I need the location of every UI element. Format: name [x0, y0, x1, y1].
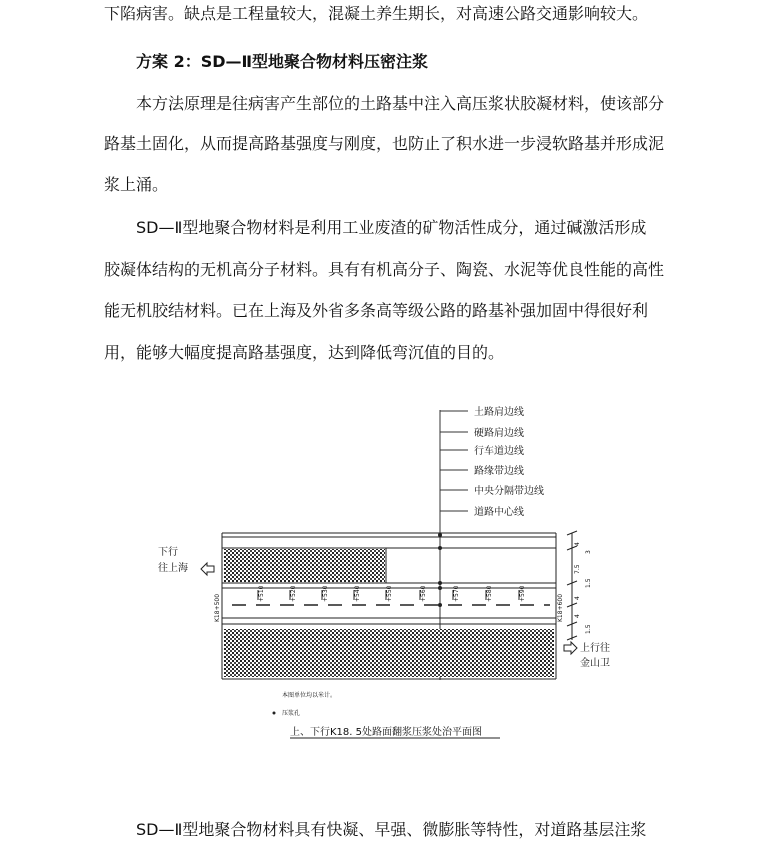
treatment-area — [224, 629, 554, 677]
dimension-label: 4 — [574, 614, 581, 618]
legend-label: 中央分隔带边线 — [474, 486, 544, 497]
road-plan-figure — [0, 395, 758, 755]
legend-label: 道路中心线 — [474, 507, 524, 518]
legend-label: 路缘带边线 — [474, 466, 524, 477]
dimension-label: 4 — [574, 542, 581, 546]
station-label: +590 — [519, 585, 526, 602]
figure-note: 本图单位均以米计。 — [282, 692, 337, 699]
dimension-label: 3 — [585, 550, 592, 554]
text-line: 胶凝体结构的无机高分子材料。具有有机高分子、陶瓷、水泥等优良性能的高性 — [104, 260, 665, 279]
text-line: 用，能够大幅度提高路基强度，达到降低弯沉值的目的。 — [104, 343, 505, 362]
text-line: SD—Ⅱ型地聚合物材料是利用工业废渣的矿物活性成分，通过碱激活形成 — [136, 218, 647, 237]
station-label: +550 — [386, 585, 393, 602]
direction-label-left: 下行 — [158, 547, 178, 558]
text-line: 路基土固化，从而提高路基强度与刚度，也防止了积水进一步浸软路基并形成泥 — [104, 134, 665, 153]
legend-label: 硬路肩边线 — [474, 428, 524, 439]
legend-label: 行车道边线 — [474, 446, 524, 457]
dimension-label: 1.5 — [585, 624, 592, 634]
figure-note: 压浆孔 — [282, 710, 301, 717]
direction-label-right: 上行往 — [580, 643, 610, 654]
dimension-label: 4 — [574, 596, 581, 600]
dimension-label: 1.5 — [585, 578, 592, 588]
station-label: +530 — [322, 585, 329, 602]
section-heading: 方案 2：SD—Ⅱ型地聚合物材料压密注浆 — [136, 52, 429, 71]
station-label: +540 — [354, 585, 361, 602]
legend-label: 土路肩边线 — [474, 407, 524, 418]
station-label: +580 — [486, 585, 493, 602]
direction-label-right: 金山卫 — [580, 658, 610, 669]
text-line: 下陷病害。缺点是工程量较大，混凝土养生期长，对高速公路交通影响较大。 — [104, 4, 649, 23]
treatment-area — [224, 549, 385, 582]
arrow-right-icon — [564, 642, 577, 654]
direction-label-left: 往上海 — [158, 563, 188, 574]
dimension-line — [567, 531, 577, 640]
arrow-left-icon — [201, 563, 214, 575]
text-line: 浆上涌。 — [104, 175, 169, 194]
text-line: 能无机胶结材料。已在上海及外省多条高等级公路的路基补强加固中得很好利 — [104, 301, 649, 320]
station-label: +560 — [420, 585, 427, 602]
grout-hole-icon — [273, 712, 276, 715]
station-start-label: K18+500 — [214, 593, 221, 622]
station-label: +520 — [290, 585, 297, 602]
text-line: 本方法原理是往病害产生部位的土路基中注入高压浆状胶凝材料，使该部分 — [136, 94, 665, 113]
text-line: SD—Ⅱ型地聚合物材料具有快凝、早强、微膨胀等特性，对道路基层注浆 — [136, 820, 647, 839]
station-label: +510 — [258, 585, 265, 602]
station-end-label: K18+600 — [557, 593, 564, 622]
station-label: +570 — [453, 585, 460, 602]
figure-caption: 上、下行K18. 5处路面翻浆压浆处治平面图 — [290, 727, 483, 738]
dimension-label: 7.5 — [574, 564, 581, 574]
